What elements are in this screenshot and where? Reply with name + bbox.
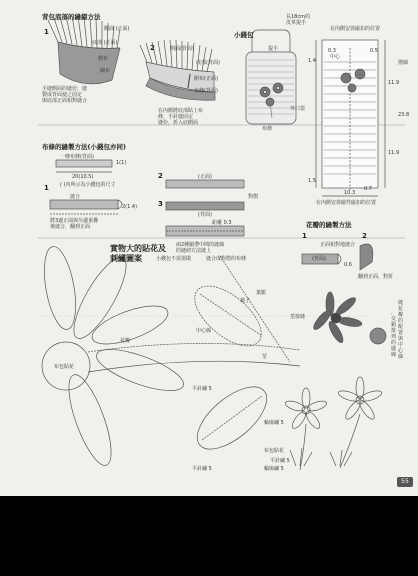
label-cloth-front: 側布(正面) <box>194 76 218 82</box>
dim-4: 2(1.4) <box>122 204 138 210</box>
strap-note: 距離 0.3 <box>212 220 232 226</box>
label-bottom-front2: 底部(背面) <box>196 60 220 66</box>
dim-15: 1.5 <box>308 178 316 184</box>
pat-flower: 花瓣 <box>120 338 131 344</box>
petal-size: 0.6 <box>344 262 352 268</box>
note-left-1: 手縫側面的縫份，縫 <box>42 86 88 92</box>
step-number-2b: 2 <box>158 172 163 180</box>
pat-stitch7: 莖接縫 <box>290 314 306 320</box>
bag-fold: 摺線 <box>398 60 409 66</box>
pat-stitch2: 布包貼花 <box>54 364 75 370</box>
daisy-outline <box>39 244 370 470</box>
dim-119b: 11.9 <box>388 150 400 156</box>
cloth-width: 20(10.5) <box>72 174 94 180</box>
embroidery-flowers <box>284 377 382 470</box>
bag-cloth: 布條 <box>262 126 273 132</box>
title-bottom-sew: 背包底部的縫綴方法 <box>42 13 101 21</box>
pat-stitch4: 輪廓繡 5 <box>264 420 284 426</box>
petal-front: (背面) <box>312 256 326 262</box>
title-pattern-line2: 刺繡圖案 <box>110 254 142 263</box>
step-number-1c: 1 <box>302 232 307 240</box>
pat-stitch1: 平針繡 5 <box>192 386 212 392</box>
dim-238: 23.8 <box>398 112 410 118</box>
page-number: 55 <box>397 477 413 487</box>
small-flower-filled <box>311 292 386 344</box>
step-number-3: 3 <box>158 200 163 208</box>
note-mid-2: 條，手針縫固定 <box>158 114 194 120</box>
pat-side-note-2: ，交錯排列的縫線 <box>391 310 397 358</box>
bag-note-a: 在內側安裝磁扣的位置 <box>330 26 381 32</box>
label-bottom-front: 側面 (正面) <box>104 26 130 32</box>
note-mid-3: 縫份，折入底側面 <box>158 120 199 126</box>
bag-note-b: 在內側安裝磁性磁扣的位置 <box>316 200 377 206</box>
cloth-note-2: 後縫合，翻到正面 <box>50 224 91 230</box>
bag-top-2: 皮革提手 <box>286 20 307 26</box>
step-number-1: 1 <box>44 28 49 36</box>
label-bottom-back: 底部 (正面) <box>92 40 118 46</box>
pat-stitch10: 平針繡 5 <box>270 458 290 464</box>
pat-stitch5: 布包貼花 <box>264 448 285 454</box>
bag-label: 外口袋 <box>290 106 306 112</box>
pat-leafstitch: 葉脈 <box>256 290 267 296</box>
strap-caption-1: 兩2種緞帶中間的縫線 <box>176 242 225 248</box>
cloth-note-1: 將3邊正面與另邊重疊 <box>50 218 99 224</box>
pat-leaf: 葉子 <box>240 298 251 304</box>
cloth-caption: ( )內所示為小錢包的尺寸 <box>60 182 116 188</box>
pat-stem: 莖 <box>262 354 268 360</box>
strap-caption-2: 的縫紉方法縫上 <box>176 248 212 254</box>
bag-top-1: 長18cm的 <box>286 14 310 20</box>
note-left-3: 與底部正面相對縫合 <box>42 98 88 104</box>
bag-pattern-panel <box>316 40 385 196</box>
cloth-front-a: (正面) <box>198 174 212 180</box>
title-pattern-line1: 實物大的貼花及 <box>110 244 166 253</box>
small-bag-note: 小錢包不需要做 <box>156 256 192 262</box>
label-side-back: 側面(背面) <box>170 46 194 52</box>
bag-handle: 提手 <box>268 46 279 52</box>
label-cloth-back: 布條(背面) <box>194 88 218 94</box>
dim-1c: 1(1) <box>116 160 127 166</box>
dim-07: 0.7 <box>364 186 372 192</box>
cloth-bottom-sew: 縫合 <box>70 194 81 200</box>
dim-119a: 11.9 <box>388 80 400 86</box>
small-bag-drawing <box>246 30 296 124</box>
note-left-2: 製成背面使之固定 <box>42 92 83 98</box>
label-bottom-edge: 細布 <box>100 68 111 74</box>
petal-return: 翻到正面，對折 <box>358 274 394 280</box>
pat-stitch3: 平針繡 5 <box>192 466 212 472</box>
cloth-strip-label: 一條布條(背面) <box>60 154 94 160</box>
title-petal-sew: 花瓣的縫製方法 <box>306 221 352 229</box>
step-number-1b: 1 <box>44 184 49 192</box>
cloth-back-b: (背面) <box>198 212 212 218</box>
strap-wrap: 縫合成對摺的布條 <box>206 256 247 262</box>
bag-center: 中心 <box>330 54 341 60</box>
step-number-2: 2 <box>150 44 155 52</box>
dim-05: 0.5 <box>370 48 378 54</box>
dim-03: 0.3 <box>328 48 336 54</box>
cloth-wrap: 對摺 <box>248 194 259 200</box>
pat-side-note-1: 縫花瓣的配置與中心線 <box>398 300 404 360</box>
pat-stitch6: 輪廓繡 5 <box>264 466 284 472</box>
title-small-bag: 小錢包 <box>234 31 254 39</box>
petal-step1: 正面相對地縫合 <box>320 242 356 248</box>
dim-103: 10.3 <box>344 190 356 196</box>
label-bottom-cloth: 側布 <box>98 56 109 62</box>
title-cloth-sew: 布條的縫製方法(小錢包亦同) <box>42 143 126 151</box>
pat-center: 中心線 <box>196 328 212 334</box>
step-number-2c: 2 <box>362 232 367 240</box>
dim-14: 1.4 <box>308 58 316 64</box>
note-mid-1: 在內側將底部貼上布 <box>158 108 204 114</box>
